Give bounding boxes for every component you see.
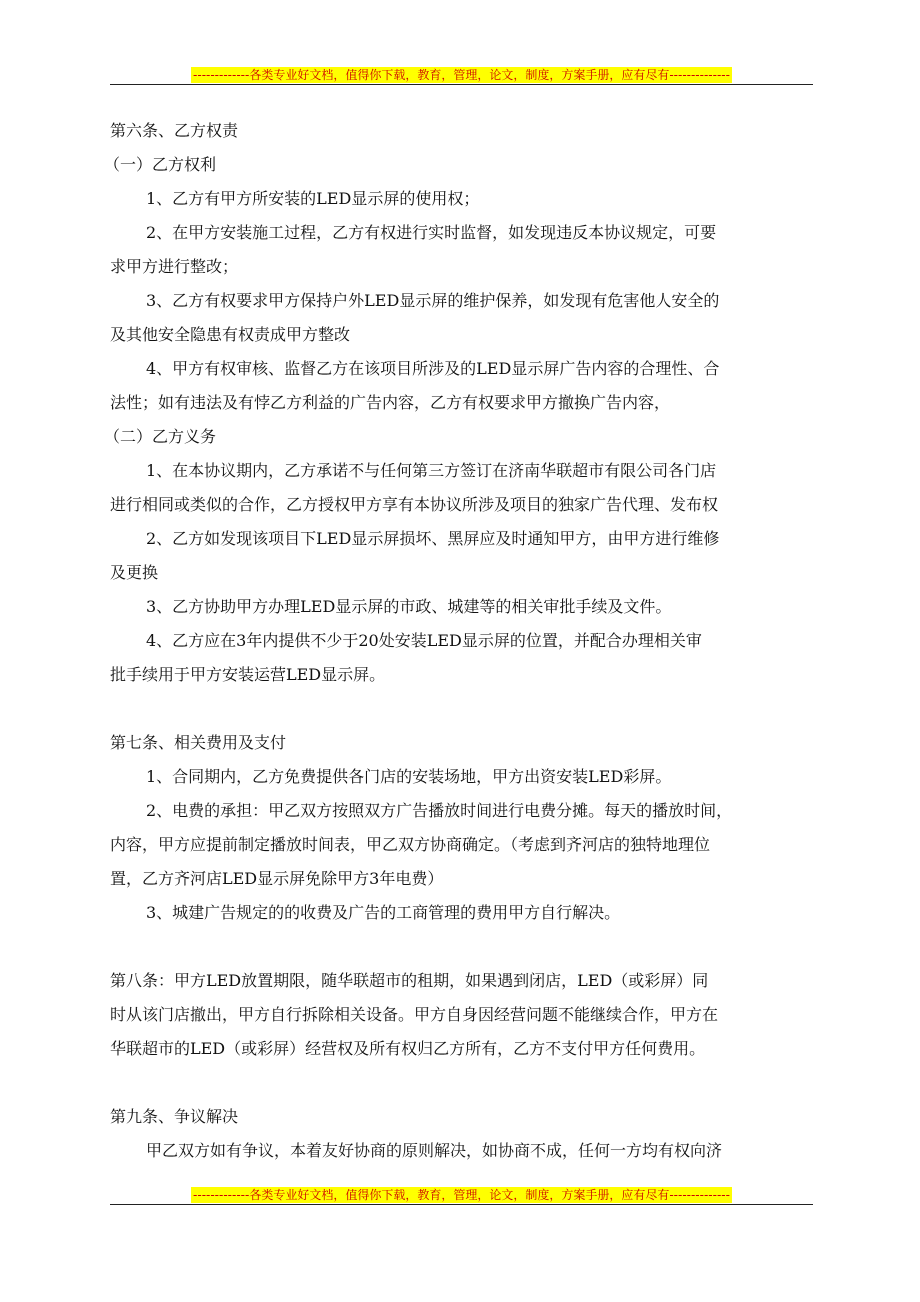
section-gap: [110, 1066, 810, 1100]
article8-paragraph: 第八条：甲方LED放置期限，随华联超市的租期，如果遇到闭店，LED（或彩屏）同: [110, 971, 709, 990]
article7-paragraph-cont: 内容，甲方应提前制定播放时间表，甲乙双方协商确定。（考虑到齐河店的独特地理位: [110, 835, 711, 854]
article7-paragraph: 3、城建广告规定的的收费及广告的工商管理的费用甲方自行解决。: [146, 903, 621, 922]
article8-paragraph-cont: 华联超市的LED（或彩屏）经营权及所有权归乙方所有，乙方不支付甲方任何费用。: [110, 1039, 706, 1058]
article8-paragraph-cont: 时从该门店撤出，甲方自行拆除相关设备。甲方自身因经营问题不能继续合作，甲方在: [110, 1005, 719, 1024]
article6-paragraph-cont: 及更换: [110, 563, 159, 582]
article6-paragraph-cont: 进行相同或类似的合作，乙方授权甲方享有本协议所涉及项目的独家广告代理、发布权: [110, 495, 719, 514]
article6-paragraph-cont: 及其他安全隐患有权责成甲方整改: [110, 325, 351, 344]
article6-paragraph: 3、乙方协助甲方办理LED显示屏的市政、城建等的相关审批手续及文件。: [146, 597, 672, 616]
article6-paragraph: 4、甲方有权审核、监督乙方在该项目所涉及的LED显示屏广告内容的合理性、合: [146, 359, 720, 378]
article9-paragraph: 甲乙双方如有争议，本着友好协商的原则解决，如协商不成，任何一方均有权向济: [146, 1141, 723, 1160]
footer-rule: [110, 1204, 813, 1205]
header-banner: -------------各类专业好文档，值得你下载，教育，管理，论文，制度，方案手册，应有尽有--------------: [193, 68, 730, 82]
article6-paragraph: 1、在本协议期内，乙方承诺不与任何第三方签订在济南华联超市有限公司各门店: [146, 461, 717, 480]
article7-paragraph: 1、合同期内，乙方免费提供各门店的安装场地，甲方出资安装LED彩屏。: [146, 767, 672, 786]
article6-paragraph: 4、乙方应在3年内提供不少于20处安装LED显示屏的位置，并配合办理相关审: [146, 631, 702, 650]
footer-banner-wrap: [110, 1184, 813, 1203]
article6-paragraph: 2、乙方如发现该项目下LED显示屏损坏、黑屏应及时通知甲方，由甲方进行维修: [146, 529, 720, 548]
article6-title: 第六条、乙方权责: [110, 121, 239, 140]
article6-subheading-rights: （一）乙方权利: [104, 155, 217, 174]
document-body: [104, 114, 810, 1168]
header-banner-wrap: [110, 64, 813, 83]
article6-subheading-duties: （二）乙方义务: [104, 427, 217, 446]
article6-paragraph: 2、在甲方安装施工过程，乙方有权进行实时监督，如发现违反本协议规定，可要: [146, 223, 717, 242]
article6-paragraph-cont: 法性；如有违法及有悖乙方利益的广告内容，乙方有权要求甲方撤换广告内容，: [110, 393, 671, 412]
header-rule: [110, 84, 813, 85]
section-gap: [110, 930, 810, 964]
article6-paragraph: 3、乙方有权要求甲方保持户外LED显示屏的维护保养，如发现有危害他人安全的: [146, 291, 720, 310]
article9-title: 第九条、争议解决: [110, 1107, 239, 1126]
article6-paragraph-cont: 批手续用于甲方安装运营LED显示屏。: [110, 665, 386, 684]
article6-paragraph-cont: 求甲方进行整改；: [110, 257, 239, 276]
article7-title: 第七条、相关费用及支付: [110, 733, 287, 752]
article6-paragraph: 1、乙方有甲方所安装的LED显示屏的使用权；: [146, 189, 480, 208]
section-gap: [110, 692, 810, 726]
article7-paragraph: 2、电费的承担：甲乙双方按照双方广告播放时间进行电费分摊。每天的播放时间，: [146, 801, 733, 820]
footer-banner: -------------各类专业好文档，值得你下载，教育，管理，论文，制度，方案手册，应有尽有--------------: [193, 1188, 730, 1202]
article7-paragraph-cont: 置，乙方齐河店LED显示屏免除甲方3年电费）: [110, 869, 444, 888]
